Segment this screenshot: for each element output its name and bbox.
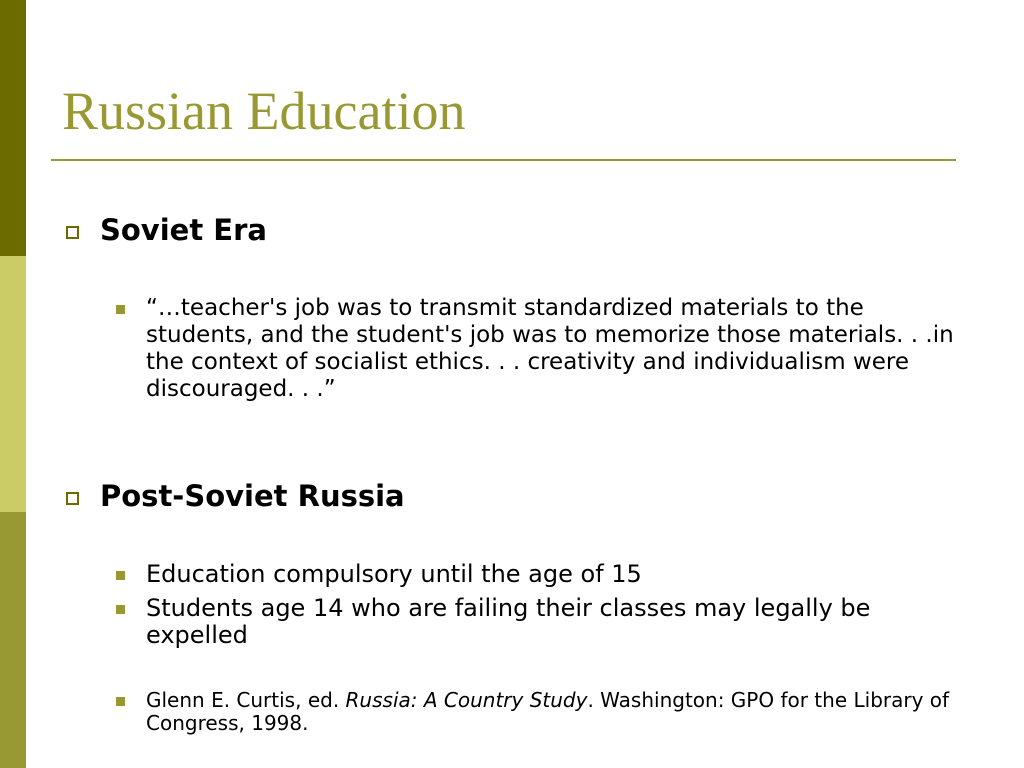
square-bullet-icon xyxy=(116,697,125,706)
bullet-compulsory-education: Education compulsory until the age of 15 xyxy=(146,560,642,588)
section-heading-soviet-era: Soviet Era xyxy=(100,213,267,247)
side-band-medium xyxy=(0,512,26,768)
citation-suffix: . Washington: GPO for the Library of Congress, 1998. xyxy=(146,688,950,735)
hollow-square-icon xyxy=(66,226,79,239)
bullet-expulsion: Students age 14 who are failing their classes may legally be expelled xyxy=(146,594,871,649)
citation xyxy=(146,689,976,735)
side-band-light xyxy=(0,256,26,512)
soviet-era-quote: “…teacher's job was to transmit standardized materials to the students, and the student's job was to memorize those materials. . .in the context of socialist ethics. . . creativity and individualism were discouraged. . .” xyxy=(146,295,954,402)
side-band-dark xyxy=(0,0,26,256)
square-bullet-icon xyxy=(116,571,125,580)
citation-prefix: Glenn E. Curtis, ed. xyxy=(146,688,346,712)
square-bullet-icon xyxy=(116,305,125,314)
slide-title: Russian Education xyxy=(62,81,466,141)
section-heading-post-soviet-russia: Post-Soviet Russia xyxy=(100,479,405,513)
citation-work-title: Russia: A Country Study xyxy=(345,688,588,712)
square-bullet-icon xyxy=(116,605,125,614)
title-underline xyxy=(51,159,956,161)
hollow-square-icon xyxy=(66,492,79,505)
